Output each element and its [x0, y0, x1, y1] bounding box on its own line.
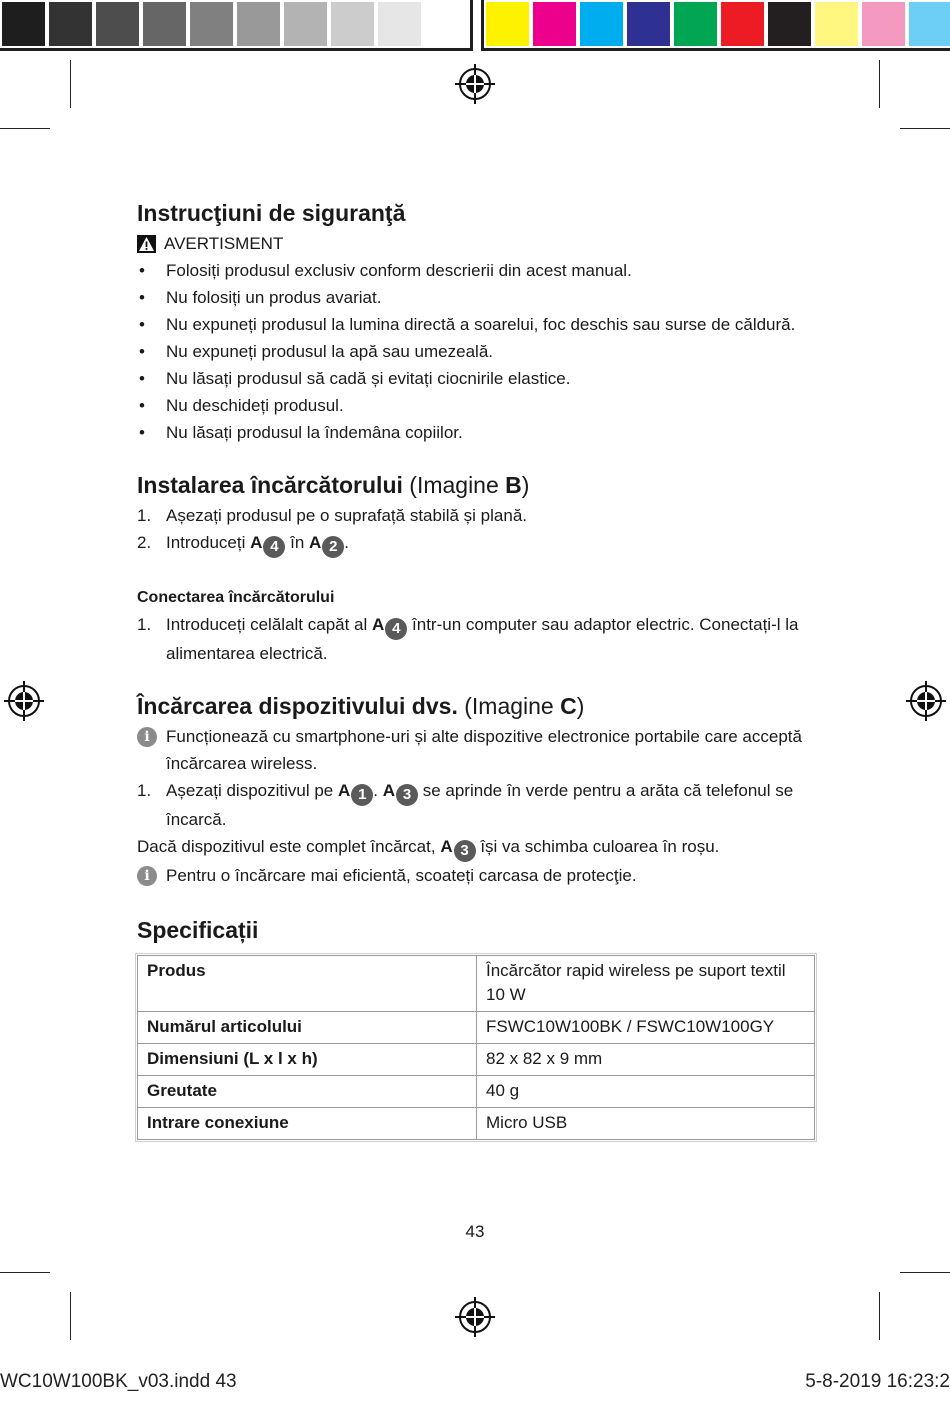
- list-item: • Nu deschideți produsul.: [137, 392, 817, 419]
- install-title: [137, 468, 817, 502]
- color-swatch: [719, 0, 766, 48]
- step-text: într-un computer sau adaptor electric. Conectați-l la alimentarea electrică.: [166, 615, 799, 663]
- table-row: [138, 1012, 815, 1044]
- step-text: Introduceți celălalt capăt al: [166, 615, 373, 634]
- table-row: [138, 1076, 815, 1108]
- info-icon: i: [137, 866, 157, 886]
- registration-mark-icon: [906, 681, 946, 721]
- manual-page-content: [137, 196, 817, 1140]
- specs-table: [137, 955, 815, 1140]
- part-ref: A: [250, 533, 263, 552]
- part-number-badge: 4: [385, 618, 407, 640]
- crop-mark: [879, 1292, 880, 1340]
- color-swatch: [766, 0, 813, 48]
- color-swatch: [484, 0, 531, 48]
- charging-steps: [137, 777, 817, 833]
- process-color-bar: [481, 0, 950, 51]
- safety-list: [137, 257, 817, 446]
- gray-swatch: [94, 0, 141, 48]
- crop-mark: [70, 1292, 71, 1340]
- spec-key: Greutate: [138, 1076, 477, 1108]
- info-text: Funcționează cu smartphone-uri și alte dispozitive electronice portabile care acceptă încărcarea wireless.: [166, 727, 802, 773]
- step-number: 1.: [137, 615, 152, 634]
- image-ref-suffix: ): [521, 472, 530, 498]
- safety-section: [137, 196, 817, 446]
- grayscale-color-bar: [0, 0, 473, 51]
- step-text: Așezați produsul pe o suprafață stabilă și plană.: [166, 506, 528, 525]
- list-item: • Folosiți produsul exclusiv conform descrierii din acest manual.: [137, 257, 817, 284]
- spec-key: Produs: [138, 956, 477, 1012]
- spec-value: 82 x 82 x 9 mm: [477, 1044, 815, 1076]
- step-text: Așezați dispozitivul pe: [166, 781, 338, 800]
- step-number: 1.: [137, 506, 152, 525]
- crop-mark: [0, 128, 50, 129]
- color-swatch: [860, 0, 907, 48]
- list-item: [137, 777, 817, 833]
- part-ref: A: [372, 615, 385, 634]
- part-ref: A: [337, 781, 351, 800]
- step-text: se aprinde în verde pentru a arăta că telefonul se încarcă.: [166, 781, 794, 829]
- color-swatch: [578, 0, 625, 48]
- spec-value: FSWC10W100BK / FSWC10W100GY: [477, 1012, 815, 1044]
- step-text: .: [344, 533, 350, 552]
- color-swatch: [672, 0, 719, 48]
- list-item: [137, 529, 817, 558]
- crop-mark: [70, 60, 71, 108]
- table-row: [138, 1108, 815, 1140]
- specs-section: [137, 913, 817, 1140]
- image-ref-letter: B: [505, 472, 522, 498]
- part-number-badge: 3: [454, 840, 476, 862]
- charging-title-main: Încărcarea dispozitivului dvs.: [137, 693, 458, 719]
- part-number-badge: 3: [396, 784, 418, 806]
- list-item: • Nu folosiți un produs avariat.: [137, 284, 817, 311]
- warning-label: AVERTISMENT: [164, 234, 284, 253]
- connect-steps: [137, 611, 817, 667]
- crop-mark: [900, 1272, 950, 1273]
- gray-swatch: [141, 0, 188, 48]
- list-item: [137, 502, 817, 529]
- charging-title-ref: [464, 693, 584, 719]
- part-ref: A: [440, 837, 453, 856]
- part-number-badge: 4: [263, 536, 285, 558]
- charging-section: [137, 689, 817, 889]
- info-note: [137, 723, 817, 777]
- install-title-ref: [409, 472, 529, 498]
- step-number: 1.: [137, 781, 152, 800]
- safety-title: Instrucţiuni de siguranţă: [137, 200, 406, 226]
- crop-mark: [900, 128, 950, 129]
- info-note: [137, 862, 817, 889]
- gray-swatch: [235, 0, 282, 48]
- gray-swatch: [282, 0, 329, 48]
- part-ref: A: [309, 533, 322, 552]
- info-icon: i: [137, 727, 157, 747]
- gray-swatch: [0, 0, 47, 48]
- color-swatch: [531, 0, 578, 48]
- gray-swatch: [376, 0, 423, 48]
- spec-value: 40 g: [477, 1076, 815, 1108]
- warning-triangle-icon: [137, 235, 156, 253]
- list-item: • Nu expuneți produsul la lumina directă a soarelui, foc deschis sau surse de căldură.: [137, 311, 817, 338]
- note-text: își va schimba culoarea în roșu.: [475, 837, 720, 856]
- list-item: • Nu expuneți produsul la apă sau umezeală.: [137, 338, 817, 365]
- color-swatch: [625, 0, 672, 48]
- list-item: • Nu lăsați produsul să cadă și evitați ciocnirile elastice.: [137, 365, 817, 392]
- spec-key: Dimensiuni (L x l x h): [138, 1044, 477, 1076]
- warning-heading: [137, 230, 817, 257]
- gray-swatch: [329, 0, 376, 48]
- spec-key: Intrare conexiune: [138, 1108, 477, 1140]
- install-title-main: Instalarea încărcătorului: [137, 472, 403, 498]
- crop-mark: [879, 60, 880, 108]
- table-row: [138, 956, 815, 1012]
- gray-swatch: [188, 0, 235, 48]
- install-section: [137, 468, 817, 558]
- charging-title: [137, 689, 817, 723]
- gray-swatch: [47, 0, 94, 48]
- step-text: Introduceți: [166, 533, 251, 552]
- image-ref-prefix: (Imagine: [464, 693, 561, 719]
- registration-mark-icon: [4, 681, 44, 721]
- list-item: [137, 611, 817, 667]
- registration-mark-icon: [455, 1297, 495, 1337]
- image-ref-suffix: ): [576, 693, 585, 719]
- fully-charged-note: [137, 833, 817, 862]
- page-number: 43: [465, 1222, 485, 1241]
- image-ref-letter: C: [560, 693, 577, 719]
- connect-title: Conectarea încărcătorului: [137, 589, 335, 606]
- registration-mark-icon: [455, 64, 495, 104]
- crop-mark: [0, 1272, 50, 1273]
- gray-swatch: [423, 0, 470, 48]
- color-swatch: [907, 0, 950, 48]
- part-ref: A: [382, 781, 395, 800]
- note-text: Dacă dispozitivul este complet încărcat,: [137, 837, 441, 856]
- footer-timestamp: 5-8-2019 16:23:2: [805, 1371, 950, 1392]
- connect-section: [137, 585, 817, 667]
- list-item: • Nu lăsați produsul la îndemâna copiilor.: [137, 419, 817, 446]
- step-text: .: [373, 781, 383, 800]
- info-text: Pentru o încărcare mai eficientă, scoateți carcasa de protecţie.: [166, 866, 637, 885]
- table-row: [138, 1044, 815, 1076]
- spec-value: Micro USB: [477, 1108, 815, 1140]
- part-number-badge: 2: [322, 536, 344, 558]
- step-number: 2.: [137, 533, 152, 552]
- spec-value: Încărcător rapid wireless pe suport textil 10 W: [477, 956, 815, 1012]
- specs-title: Specificații: [137, 917, 259, 943]
- footer-file-info: WC10W100BK_v03.indd 43: [0, 1371, 237, 1392]
- part-number-badge: 1: [351, 784, 373, 806]
- install-steps: [137, 502, 817, 558]
- spec-key: Numărul articolului: [138, 1012, 477, 1044]
- step-text: în: [285, 533, 310, 552]
- color-swatch: [813, 0, 860, 48]
- image-ref-prefix: (Imagine: [409, 472, 506, 498]
